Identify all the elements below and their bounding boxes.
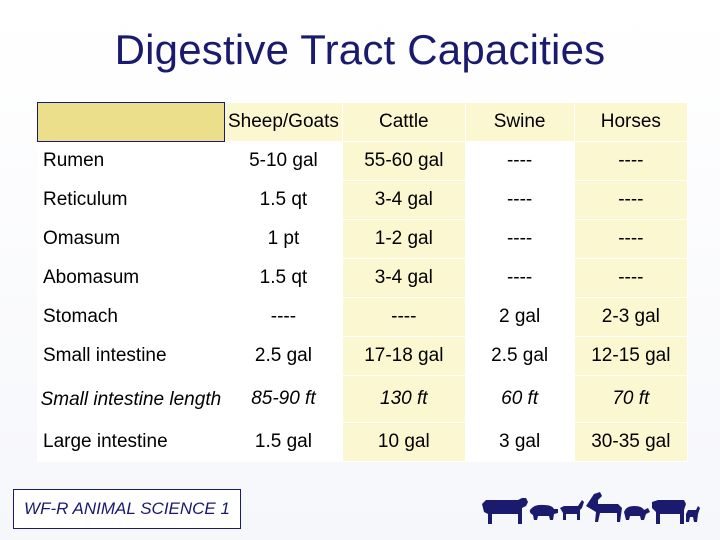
table-cell: ---- bbox=[574, 142, 687, 181]
footer-label: WF-R ANIMAL SCIENCE 1 bbox=[13, 489, 241, 529]
table-cell: ---- bbox=[343, 298, 465, 337]
row-label: Rumen bbox=[38, 142, 225, 181]
table-cell: ---- bbox=[465, 142, 574, 181]
table-row bbox=[38, 220, 688, 259]
table-cell: 1.5 qt bbox=[224, 181, 342, 220]
table-cell: ---- bbox=[574, 181, 687, 220]
table-cell: 1.5 qt bbox=[224, 259, 342, 298]
table-cell: 60 ft bbox=[465, 376, 574, 423]
table-cell: 1-2 gal bbox=[343, 220, 465, 259]
row-label: Stomach bbox=[38, 298, 225, 337]
table-row bbox=[38, 423, 688, 462]
table-cell: 3-4 gal bbox=[343, 259, 465, 298]
table-cell: ---- bbox=[224, 298, 342, 337]
table-cell: 2.5 gal bbox=[465, 337, 574, 376]
table-cell: ---- bbox=[574, 259, 687, 298]
table-cell: 85-90 ft bbox=[224, 376, 342, 423]
table-cell: 2-3 gal bbox=[574, 298, 687, 337]
table-cell: 17-18 gal bbox=[343, 337, 465, 376]
table-cell: ---- bbox=[465, 259, 574, 298]
table-row bbox=[38, 298, 688, 337]
row-label: Large intestine bbox=[38, 423, 225, 462]
table-cell: 130 ft bbox=[343, 376, 465, 423]
table-cell: 3-4 gal bbox=[343, 181, 465, 220]
table-cell: 2 gal bbox=[465, 298, 574, 337]
column-header: Swine bbox=[465, 103, 574, 142]
table-corner-cell bbox=[38, 103, 225, 142]
table-cell: 30-35 gal bbox=[574, 423, 687, 462]
column-header: Sheep/Goats bbox=[224, 103, 342, 142]
table-cell: ---- bbox=[465, 220, 574, 259]
table-cell: 10 gal bbox=[343, 423, 465, 462]
table-cell: 12-15 gal bbox=[574, 337, 687, 376]
capacity-table bbox=[37, 102, 688, 462]
table-row bbox=[38, 259, 688, 298]
row-label: Reticulum bbox=[38, 181, 225, 220]
table-row bbox=[38, 376, 688, 423]
column-header: Cattle bbox=[343, 103, 465, 142]
table-cell: 5-10 gal bbox=[224, 142, 342, 181]
page-title: Digestive Tract Capacities bbox=[114, 26, 606, 73]
table-row bbox=[38, 181, 688, 220]
table-cell: 70 ft bbox=[574, 376, 687, 423]
table-cell: ---- bbox=[465, 181, 574, 220]
row-label: Omasum bbox=[38, 220, 225, 259]
table-cell: 55-60 gal bbox=[343, 142, 465, 181]
table-row bbox=[38, 337, 688, 376]
table-row bbox=[38, 142, 688, 181]
table-header-row bbox=[38, 103, 688, 142]
row-label: Small intestine bbox=[38, 337, 225, 376]
column-header: Horses bbox=[574, 103, 687, 142]
table-cell: 2.5 gal bbox=[224, 337, 342, 376]
table-cell: 1.5 gal bbox=[224, 423, 342, 462]
row-label: Small intestine length bbox=[38, 376, 225, 423]
livestock-silhouettes-icon bbox=[478, 486, 700, 532]
table-cell: 3 gal bbox=[465, 423, 574, 462]
row-label: Abomasum bbox=[38, 259, 225, 298]
table-cell: 1 pt bbox=[224, 220, 342, 259]
table-cell: ---- bbox=[574, 220, 687, 259]
